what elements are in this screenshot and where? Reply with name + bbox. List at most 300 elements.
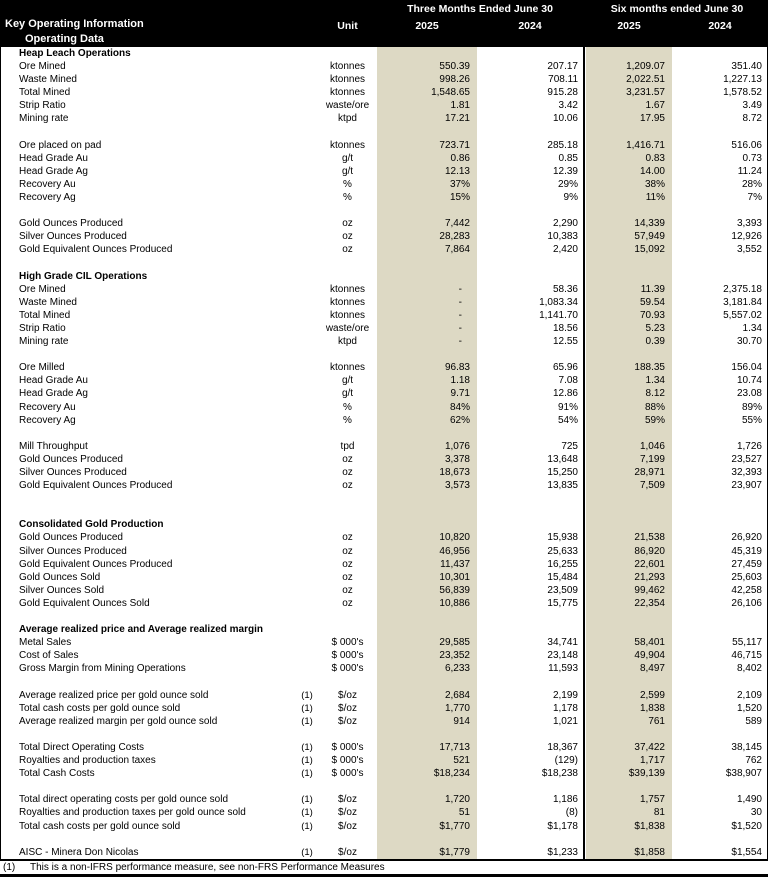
unit-cell <box>318 47 377 60</box>
table-row <box>0 374 768 387</box>
value-3mo-2025: 17,713 <box>439 741 470 753</box>
footnote-marker <box>296 322 318 335</box>
value-3mo-2024: 15,484 <box>547 571 578 583</box>
year-header-6mo-2025: 2025 <box>617 20 641 32</box>
value-3mo-2025: 12.13 <box>444 165 470 177</box>
row-label: Total cash costs per gold ounce sold <box>19 820 181 832</box>
table-row <box>0 243 768 256</box>
value-3mo-2025: 998.26 <box>439 74 470 86</box>
value-3mo-2025: $1,779 <box>439 846 470 858</box>
row-label: Ore Mined <box>19 61 66 73</box>
unit-cell: ktonnes <box>329 74 366 86</box>
table-row <box>0 715 768 728</box>
value-6mo-2025: 22,354 <box>634 597 665 609</box>
footnote-marker: (1) <box>301 755 313 767</box>
row-label: Strip Ratio <box>19 100 66 112</box>
unit-cell: oz <box>342 244 353 256</box>
value-3mo-2024: 207.17 <box>547 61 578 73</box>
unit-cell: g/t <box>341 388 354 400</box>
unit-cell: % <box>343 178 352 190</box>
spacer-row <box>0 505 768 518</box>
value-6mo-2025: 88% <box>644 401 665 413</box>
value-6mo-2024: 30 <box>750 807 762 819</box>
row-label: Ore Milled <box>19 362 65 374</box>
footnote-marker <box>296 584 318 597</box>
value-3mo-2024: 708.11 <box>548 74 578 86</box>
spacer-row <box>0 257 768 270</box>
table-row <box>0 401 768 414</box>
table-row <box>0 86 768 99</box>
row-label: Gold Equivalent Ounces Produced <box>19 480 173 492</box>
footnote-text: This is a non-IFRS performance measure, see non-FRS Performance Measures <box>30 862 385 873</box>
row-label: Waste Mined <box>19 74 77 86</box>
value-6mo-2024: 3.49 <box>742 100 762 112</box>
footnote-marker: (1) <box>301 807 313 819</box>
footnote-marker <box>296 374 318 387</box>
value-3mo-2024: 91% <box>557 401 578 413</box>
footnote-marker <box>296 479 318 492</box>
value-6mo-2025: 59% <box>644 414 665 426</box>
footnote-marker <box>296 99 318 112</box>
row-label: Metal Sales <box>19 637 72 649</box>
unit-cell: $/oz <box>338 702 357 714</box>
value-3mo-2025: 3,378 <box>444 453 470 465</box>
table-row <box>0 793 768 806</box>
page-title: Key Operating Information <box>5 18 144 30</box>
table-row <box>0 767 768 780</box>
value-3mo-2025: 15% <box>449 192 470 204</box>
value-6mo-2025: 7,509 <box>639 480 665 492</box>
value-3mo-2025: 2,684 <box>444 689 470 701</box>
value-6mo-2024: 55% <box>741 414 762 426</box>
value-3mo-2024: 23,509 <box>547 584 578 596</box>
section-header-row <box>0 47 768 60</box>
footnote-marker <box>296 230 318 243</box>
table-row <box>0 322 768 335</box>
value-6mo-2024: 762 <box>745 755 762 767</box>
table-row <box>0 165 768 178</box>
value-6mo-2025: 0.39 <box>645 336 665 348</box>
value-6mo-2025: 58,401 <box>634 637 665 649</box>
footnote-marker <box>296 60 318 73</box>
row-label: Total Cash Costs <box>19 768 95 780</box>
value-6mo-2025: 37,422 <box>634 741 665 753</box>
footnote-marker <box>296 270 318 283</box>
table-row <box>0 754 768 767</box>
value-3mo-2024: 23,148 <box>547 650 578 662</box>
table-row <box>0 453 768 466</box>
footnote-marker <box>296 558 318 571</box>
row-label: Head Grade Au <box>19 375 88 387</box>
spacer-row <box>0 676 768 689</box>
footnote-marker <box>296 414 318 427</box>
value-6mo-2025: 7,199 <box>639 453 665 465</box>
table-row <box>0 636 768 649</box>
value-3mo-2025: 0.86 <box>450 152 470 164</box>
value-6mo-2024: 26,920 <box>731 532 762 544</box>
value-3mo-2025: 1.81 <box>450 100 470 112</box>
unit-cell: ktonnes <box>329 309 366 321</box>
row-label: Head Grade Ag <box>19 388 88 400</box>
value-3mo-2025: 11,437 <box>440 558 470 570</box>
value-3mo-2025: 6,233 <box>444 663 470 675</box>
value-6mo-2025: 11.39 <box>640 283 665 295</box>
value-3mo-2025: 10,886 <box>439 597 470 609</box>
row-label: Ore Mined <box>19 283 66 295</box>
row-label: Cost of Sales <box>19 650 79 662</box>
value-3mo-2025: 1,720 <box>444 794 470 806</box>
value-3mo-2024: 12.55 <box>552 336 578 348</box>
value-3mo-2024: 29% <box>557 178 578 190</box>
value-6mo-2024: 3,552 <box>736 244 762 256</box>
value-6mo-2024: 25,603 <box>731 571 762 583</box>
footnote-marker <box>296 296 318 309</box>
footnote-marker <box>296 283 318 296</box>
value-6mo-2024: 1,726 <box>736 440 762 452</box>
value-3mo-2024: 1,141.70 <box>539 309 578 321</box>
value-6mo-2025: 1,838 <box>639 702 665 714</box>
row-label: Silver Ounces Produced <box>19 231 127 243</box>
value-6mo-2024: 351.40 <box>731 61 762 73</box>
value-3mo-2024: 7.08 <box>558 375 578 387</box>
value-3mo-2024: 11,593 <box>548 663 578 675</box>
value-6mo-2024: 12,926 <box>731 231 762 243</box>
footnote-marker <box>296 112 318 125</box>
section-header-row <box>0 270 768 283</box>
value-6mo-2024: 26,106 <box>731 597 762 609</box>
unit-cell: % <box>343 192 352 204</box>
table-row <box>0 558 768 571</box>
value-3mo-2025: - <box>458 296 462 308</box>
unit-cell: $/oz <box>338 715 357 727</box>
value-3mo-2025: 550.39 <box>439 61 470 73</box>
value-3mo-2025: - <box>458 283 462 295</box>
value-6mo-2025: 14.00 <box>639 165 665 177</box>
value-6mo-2025: 1,717 <box>639 755 665 767</box>
unit-cell: oz <box>342 467 353 478</box>
value-3mo-2024: 65.96 <box>552 362 578 374</box>
row-label: Recovery Ag <box>19 192 76 204</box>
value-6mo-2024: 38,145 <box>731 741 762 753</box>
value-6mo-2025: 2,599 <box>639 689 665 701</box>
footnote-marker: (1) <box>301 768 313 780</box>
table-row <box>0 689 768 702</box>
value-3mo-2025: 84% <box>449 401 470 413</box>
value-6mo-2024: 7% <box>747 192 762 204</box>
value-3mo-2025: 3,573 <box>444 480 470 492</box>
unit-cell: oz <box>342 597 353 609</box>
value-3mo-2025: 1.18 <box>450 375 470 387</box>
spacer-row <box>0 348 768 361</box>
value-6mo-2025: 761 <box>648 715 665 727</box>
table-row <box>0 283 768 296</box>
value-6mo-2025: 5.23 <box>645 322 665 334</box>
unit-cell: oz <box>342 571 353 583</box>
table-row <box>0 60 768 73</box>
unit-cell: oz <box>342 584 353 596</box>
unit-cell: waste/ore <box>325 322 370 334</box>
footnote-marker <box>296 387 318 400</box>
value-6mo-2024: $1,554 <box>731 846 762 858</box>
footnote-marker <box>296 47 318 60</box>
table-row <box>0 846 768 859</box>
unit-cell: oz <box>342 480 353 492</box>
footnote-marker <box>296 649 318 662</box>
value-3mo-2024: 1,178 <box>552 702 578 714</box>
footnote-marker <box>296 165 318 178</box>
row-label: Total cash costs per gold ounce sold <box>19 702 181 714</box>
row-label: Strip Ratio <box>19 322 66 334</box>
unit-cell: g/t <box>341 152 354 164</box>
unit-cell: $ 000's <box>331 755 364 767</box>
row-label: Waste Mined <box>19 296 77 308</box>
table-row <box>0 309 768 322</box>
value-3mo-2024: 2,199 <box>552 689 578 701</box>
value-3mo-2025: 1,076 <box>444 440 470 452</box>
row-label: Gold Ounces Produced <box>19 532 123 544</box>
value-6mo-2025: 59.54 <box>639 296 665 308</box>
unit-cell: ktonnes <box>329 139 366 151</box>
value-3mo-2025: - <box>458 309 462 321</box>
value-3mo-2025: 23,352 <box>439 650 470 662</box>
table-row <box>0 649 768 662</box>
section-title-operating-data: Operating Data <box>25 33 104 45</box>
table-row <box>0 571 768 584</box>
value-6mo-2025: 22,601 <box>634 558 665 570</box>
value-3mo-2024: 18.56 <box>552 322 578 334</box>
row-label: Total Mined <box>19 309 71 321</box>
value-3mo-2024: 725 <box>561 440 578 452</box>
table-row <box>0 414 768 427</box>
value-3mo-2024: 54% <box>557 414 578 426</box>
row-label: Ore placed on pad <box>19 139 102 151</box>
value-6mo-2024: 32,393 <box>731 467 762 478</box>
value-6mo-2025: 1,416.71 <box>626 139 665 151</box>
footnote-marker: (1) <box>301 846 313 858</box>
value-6mo-2025: 70.93 <box>639 309 665 321</box>
table-row <box>0 335 768 348</box>
footnote-marker <box>296 191 318 204</box>
row-label: Royalties and production taxes per gold ounce sold <box>19 807 246 819</box>
value-3mo-2025: 7,442 <box>444 218 470 230</box>
value-6mo-2025: 2,022.51 <box>626 74 665 86</box>
value-6mo-2024: 8.72 <box>742 113 762 125</box>
unit-cell: $/oz <box>338 820 357 832</box>
value-3mo-2025: 56,839 <box>439 584 470 596</box>
value-3mo-2024: 2,420 <box>552 244 578 256</box>
unit-cell <box>318 270 377 283</box>
value-3mo-2024: 915.28 <box>547 87 578 99</box>
value-3mo-2024: $1,233 <box>547 846 578 858</box>
footnote-marker: (1) <box>301 715 313 727</box>
value-6mo-2024: $38,907 <box>725 768 762 780</box>
footnote-marker: (1) <box>301 794 313 806</box>
row-label: Mill Throughput <box>19 440 88 452</box>
value-6mo-2024: 23.08 <box>736 388 762 400</box>
value-3mo-2025: - <box>458 336 462 348</box>
value-6mo-2025: 99,462 <box>634 584 665 596</box>
row-label: Average realized price per gold ounce sold <box>19 689 209 701</box>
value-6mo-2025: 1.67 <box>645 100 665 112</box>
value-3mo-2025: 17.21 <box>444 113 470 125</box>
table-row <box>0 531 768 544</box>
section-header-row <box>0 623 768 636</box>
unit-cell: ktonnes <box>329 362 366 374</box>
value-3mo-2025: 7,864 <box>444 244 470 256</box>
value-3mo-2024: 1,186 <box>552 794 578 806</box>
footnote-marker <box>296 73 318 86</box>
value-6mo-2025: 0.83 <box>645 152 665 164</box>
row-label: Head Grade Ag <box>19 165 88 177</box>
value-3mo-2025: 51 <box>458 807 470 819</box>
footnote-marker <box>296 440 318 453</box>
value-3mo-2024: 2,290 <box>552 218 578 230</box>
footnote-marker <box>296 178 318 191</box>
row-label: Total Direct Operating Costs <box>19 741 145 753</box>
table-row <box>0 662 768 675</box>
table-row <box>0 191 768 204</box>
row-label: Heap Leach Operations <box>19 48 131 59</box>
row-label: Total direct operating costs per gold ounce sold <box>19 794 229 806</box>
value-3mo-2025: 10,301 <box>439 571 470 583</box>
value-6mo-2024: 30.70 <box>736 336 762 348</box>
footnote-row <box>0 859 768 877</box>
unit-cell: g/t <box>341 375 354 387</box>
value-3mo-2025: 1,770 <box>444 702 470 714</box>
value-3mo-2024: 1,021 <box>552 715 578 727</box>
value-3mo-2024: 285.18 <box>547 139 578 151</box>
year-header-3mo-2025: 2025 <box>415 20 439 32</box>
value-3mo-2024: $18,238 <box>541 768 578 780</box>
table-row <box>0 217 768 230</box>
footnote-ref: (1) <box>3 862 16 873</box>
footnote-marker <box>296 662 318 675</box>
value-3mo-2024: (129) <box>554 755 578 767</box>
unit-cell: $/oz <box>338 807 357 819</box>
footnote-marker <box>296 571 318 584</box>
value-3mo-2025: 62% <box>449 414 470 426</box>
value-6mo-2025: 28,971 <box>634 467 665 478</box>
unit-cell: tpd <box>340 440 355 452</box>
value-3mo-2025: 37% <box>449 178 470 190</box>
value-6mo-2025: 14,339 <box>634 218 665 230</box>
row-label: Gold Equivalent Ounces Produced <box>19 244 173 256</box>
row-label: Royalties and production taxes <box>19 755 156 767</box>
value-6mo-2025: 8.12 <box>645 388 665 400</box>
footnote-marker <box>296 531 318 544</box>
unit-cell: $ 000's <box>331 768 364 780</box>
footnote-marker <box>296 623 318 636</box>
value-6mo-2025: 57,949 <box>634 231 665 243</box>
value-3mo-2024: 13,648 <box>547 453 578 465</box>
spacer-row <box>0 492 768 505</box>
value-3mo-2024: 15,250 <box>547 467 578 478</box>
table-row <box>0 820 768 833</box>
unit-cell: $ 000's <box>331 637 364 649</box>
year-header-3mo-2024: 2024 <box>518 20 542 32</box>
value-6mo-2024: 27,459 <box>731 558 762 570</box>
value-6mo-2025: 1,046 <box>639 440 665 452</box>
row-label: Silver Ounces Produced <box>19 467 127 478</box>
spacer-row <box>0 833 768 846</box>
table-row <box>0 702 768 715</box>
value-3mo-2024: 1,083.34 <box>539 296 578 308</box>
value-6mo-2024: 1,227.13 <box>723 74 762 86</box>
value-6mo-2025: 86,920 <box>634 545 665 557</box>
value-6mo-2025: 8,497 <box>639 663 665 675</box>
value-6mo-2024: 55,117 <box>732 637 762 649</box>
value-3mo-2025: 28,283 <box>439 231 470 243</box>
unit-column-header: Unit <box>337 20 358 32</box>
value-6mo-2025: 49,904 <box>634 650 665 662</box>
value-3mo-2024: 9% <box>563 192 578 204</box>
value-6mo-2024: 23,527 <box>731 453 762 465</box>
footnote-marker <box>296 217 318 230</box>
value-6mo-2024: 3,181.84 <box>723 296 762 308</box>
table-row <box>0 440 768 453</box>
value-6mo-2024: 42,258 <box>731 584 762 596</box>
row-label: Gold Equivalent Ounces Sold <box>19 597 150 609</box>
unit-cell: oz <box>342 231 353 243</box>
value-6mo-2024: 10.74 <box>736 375 762 387</box>
value-3mo-2024: 15,938 <box>547 532 578 544</box>
table-row <box>0 139 768 152</box>
unit-cell: ktpd <box>338 113 357 125</box>
value-6mo-2025: 1.34 <box>645 375 665 387</box>
footnote-marker <box>296 545 318 558</box>
value-6mo-2024: 23,907 <box>731 480 762 492</box>
footnote-marker <box>296 243 318 256</box>
value-3mo-2025: $18,234 <box>433 768 470 780</box>
value-6mo-2024: 89% <box>741 401 762 413</box>
value-6mo-2025: 81 <box>653 807 665 819</box>
value-6mo-2024: 2,109 <box>736 689 762 701</box>
table-row <box>0 296 768 309</box>
value-6mo-2024: 45,319 <box>731 545 762 557</box>
footnote-marker: (1) <box>301 689 313 701</box>
value-6mo-2024: $1,520 <box>731 820 762 832</box>
table-header <box>0 0 768 47</box>
value-6mo-2025: 11% <box>645 192 665 204</box>
value-3mo-2024: $1,178 <box>547 820 578 832</box>
unit-cell: g/t <box>341 165 354 177</box>
row-label: Recovery Au <box>19 178 76 190</box>
row-label: AISC - Minera Don Nicolas <box>19 846 139 858</box>
value-6mo-2025: 1,209.07 <box>626 61 665 73</box>
table-body <box>0 47 768 859</box>
spacer-row <box>0 204 768 217</box>
value-3mo-2024: 15,775 <box>547 597 578 609</box>
value-6mo-2025: $1,838 <box>634 820 665 832</box>
unit-cell: % <box>343 414 352 426</box>
unit-cell: waste/ore <box>325 100 370 112</box>
row-label: Recovery Au <box>19 401 76 413</box>
spacer-row <box>0 728 768 741</box>
unit-cell: $/oz <box>338 794 357 806</box>
unit-cell <box>318 623 377 636</box>
value-6mo-2024: 1.34 <box>742 322 762 334</box>
unit-cell: ktonnes <box>329 283 366 295</box>
row-label: Consolidated Gold Production <box>19 519 164 531</box>
row-label: Total Mined <box>19 87 71 99</box>
unit-cell: $ 000's <box>331 741 364 753</box>
value-3mo-2024: 58.36 <box>552 283 578 295</box>
footnote-marker <box>296 335 318 348</box>
unit-cell: oz <box>342 558 353 570</box>
value-6mo-2025: 1,757 <box>639 794 665 806</box>
table-row <box>0 466 768 479</box>
value-3mo-2024: 16,255 <box>547 558 578 570</box>
